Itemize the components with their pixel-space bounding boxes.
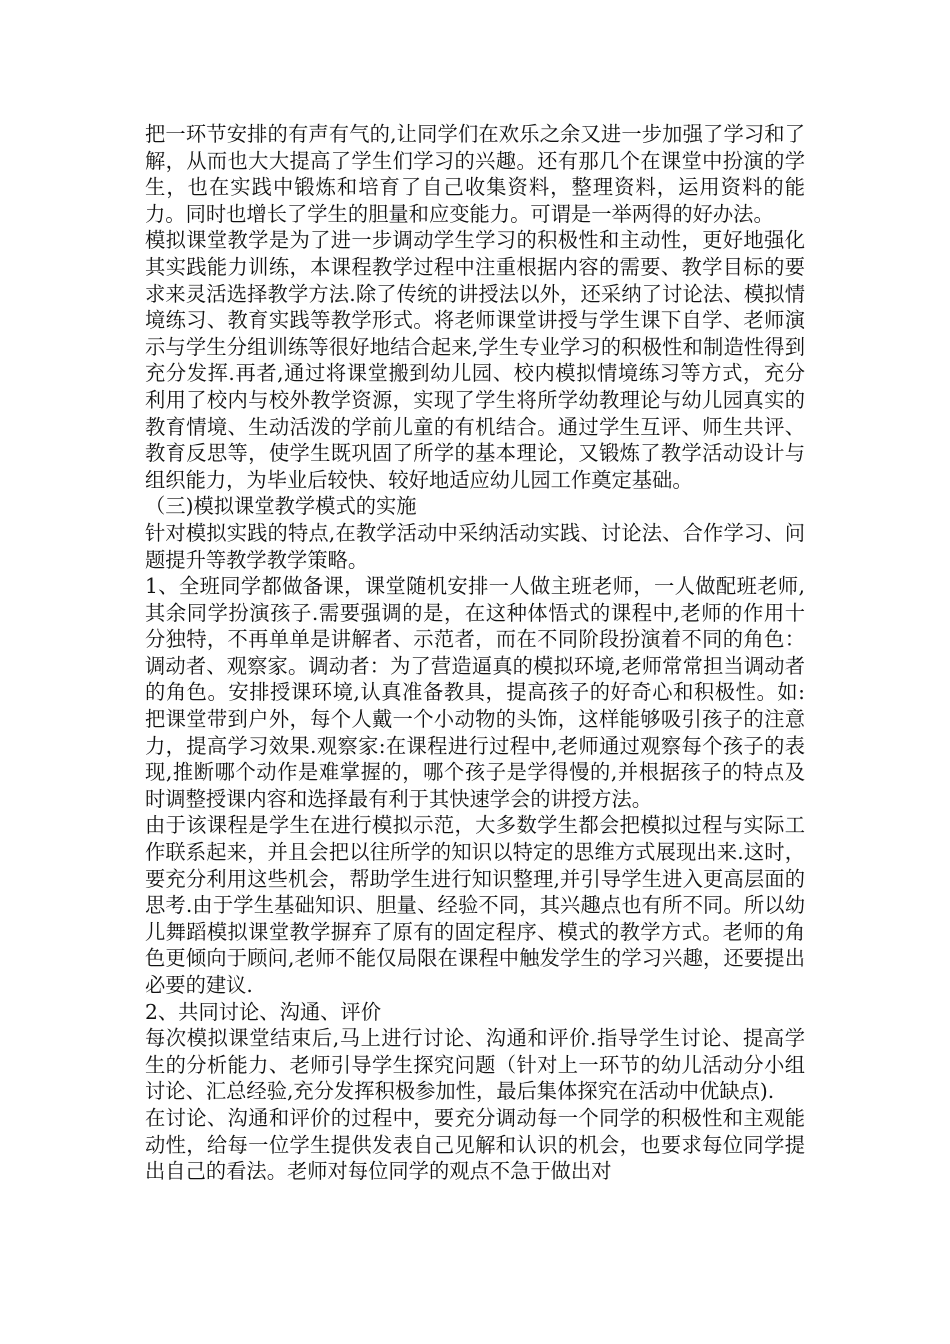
document-body <box>145 121 805 1185</box>
paragraph-5: 1、全班同学都做备课，课堂随机安排一人做主班老师，一人做配班老师,其余同学扮演孩子.需要强调的是，在这种体悟式的课程中,老师的作用十分独特，不再单单是讲解者、示范者，而在不同阶段扮演着不同的角色：调动者、观察家。调动者：为了营造逼真的模拟环境,老师常常担当调动者的角色。安排授课环境,认真准备教具，提高孩子的好奇心和积极性。如:把课堂带到户外，每个人戴一个小动物的头饰，这样能够吸引孩子的注意力，提高学习效果.观察家:在课程进行过程中,老师通过观察每个孩子的表现,推断哪个动作是难掌握的，哪个孩子是学得慢的,并根据孩子的特点及时调整授课内容和选择最有利于其快速学会的讲授方法。 <box>145 574 805 811</box>
paragraph-6: 由于该课程是学生在进行模拟示范，大多数学生都会把模拟过程与实际工作联系起来，并且会把以往所学的知识以特定的思维方式展现出来.这时，要充分利用这些机会，帮助学生进行知识整理,并引导学生进入更高层面的思考.由于学生基础知识、胆量、经验不同，其兴趣点也有所不同。所以幼儿舞蹈模拟课堂教学摒弃了原有的固定程序、模式的教学方式。老师的角色更倾向于顾问,老师不能仅局限在课程中触发学生的学习兴趣，还要提出必要的建议. <box>145 813 805 997</box>
paragraph-4: 针对模拟实践的特点,在教学活动中采纳活动实践、讨论法、合作学习、问题提升等教学教学策略。 <box>145 520 805 572</box>
paragraph-9: 在讨论、沟通和评价的过程中，要充分调动每一个同学的积极性和主观能动性，给每一位学生提供发表自己见解和认识的机会，也要求每位同学提出自己的看法。老师对每位同学的观点不急于做出对 <box>145 1105 805 1184</box>
subheading-discussion: 2、共同讨论、沟通、评价 <box>145 999 381 1024</box>
paragraph-2: 模拟课堂教学是为了进一步调动学生学习的积极性和主动性，更好地强化其实践能力训练，本课程教学过程中注重根据内容的需要、教学目标的要求来灵活选择教学方法.除了传统的讲授法以外，还采纳了讨论法、模拟情境练习、教育实践等教学形式。将老师课堂讲授与学生课下自学、老师演示与学生分组训练等很好地结合起来,学生专业学习的积极性和制造性得到充分发挥.再者,通过将课堂搬到幼儿园、校内模拟情境练习等方式，充分利用了校内与校外教学资源，实现了学生将所学幼教理论与幼儿园真实的教育情境、生动活泼的学前儿童的有机结合。通过学生互评、师生共评、教育反思等，使学生既巩固了所学的基本理论，又锻炼了教学活动设计与组织能力，为毕业后较快、较好地适应幼儿园工作奠定基础。 <box>145 228 805 492</box>
paragraph-8: 每次模拟课堂结束后,马上进行讨论、沟通和评价.指导学生讨论、提高学生的分析能力、老师引导学生探究问题（针对上一环节的幼儿活动分小组讨论、汇总经验,充分发挥积极参加性，最后集体探究在活动中优缺点). <box>145 1026 805 1104</box>
section-heading-3: （三)模拟课堂教学模式的实施 <box>145 494 417 519</box>
paragraph-1: 把一环节安排的有声有气的,让同学们在欢乐之余又进一步加强了学习和了解，从而也大大提高了学生们学习的兴趣。还有那几个在课堂中扮演的学生，也在实践中锻炼和培育了自己收集资料，整理资料，运用资料的能力。同时也增长了学生的胆量和应变能力。可谓是一举两得的好办法。 <box>145 122 805 226</box>
